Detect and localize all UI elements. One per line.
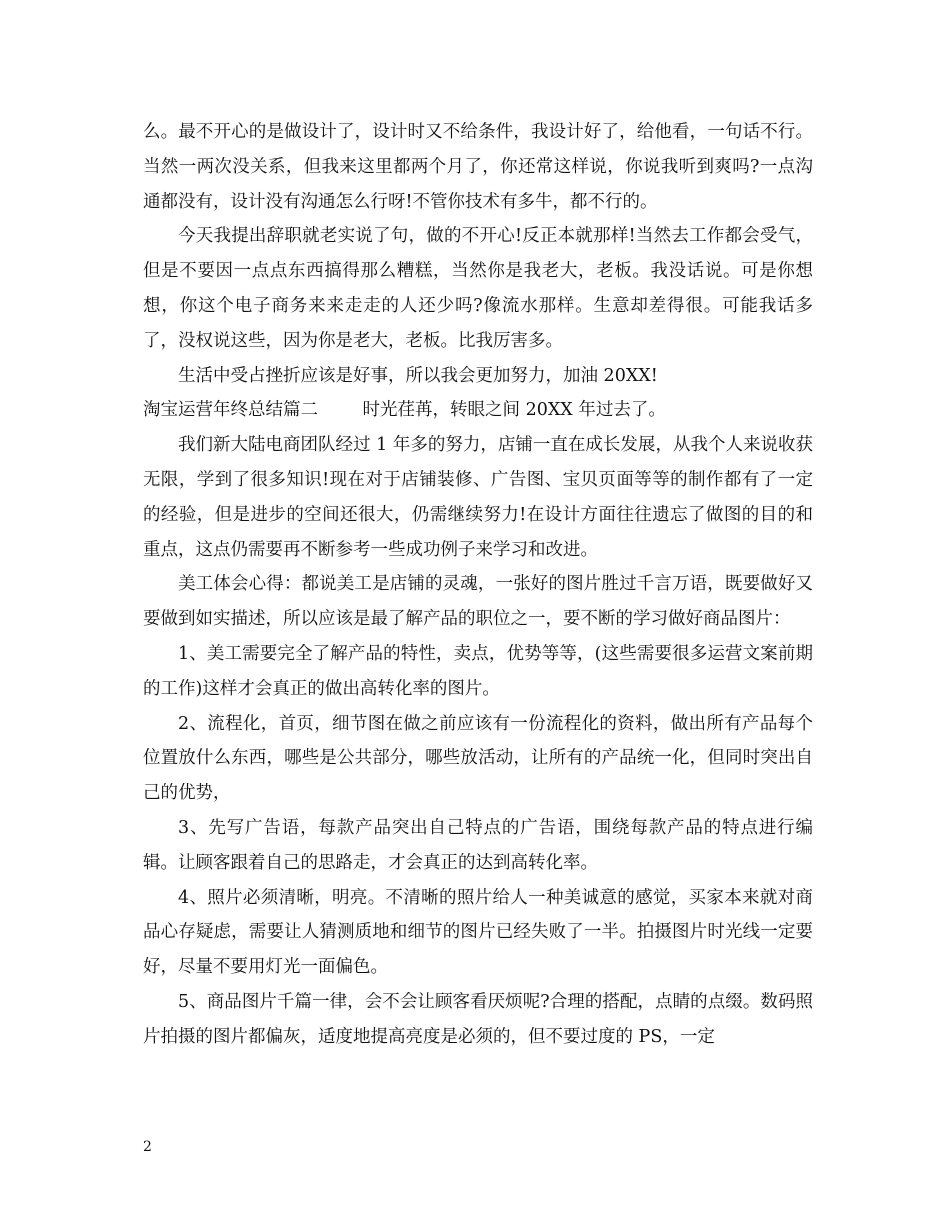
paragraph: 今天我提出辞职就老实说了句，做的不开心!反正本就那样!当然去工作都会受气，但是不要因一点点东西搞得那么糟糕，当然你是我老大，老板。我没话说。可是你想想，你这个电子商务来来走走的人还少吗?像流水那样。生意却差得很。可能我话多了，没权说这些，因为你是老大，老板。比我厉害多。 bbox=[143, 226, 813, 351]
list-item-paragraph: 1、美工需要完全了解产品的特性，卖点，优势等等，(这些需要很多运营文案前期的工作)这样才会真正的做出高转化率的图片。 bbox=[143, 643, 813, 699]
document-body bbox=[143, 115, 813, 1055]
paragraph: 生活中受占挫折应该是好事，所以我会更加努力，加油 20XX! bbox=[178, 365, 658, 386]
paragraph: 么。最不开心的是做设计了，设计时又不给条件，我设计好了，给他看，一句话不行。当然一两次没关系，但我来这里都两个月了，你还常这样说，你说我听到爽吗?一点沟通都没有，设计没有沟通怎么行呀!不管你技术有多牛，都不行的。 bbox=[143, 122, 813, 212]
paragraph: 我们新大陆电商团队经过 1 年多的努力，店铺一直在成长发展，从我个人来说收获无限，学到了很多知识!现在对于店铺装修、广告图、宝贝页面等等的制作都有了一定的经验，但是进步的空间还很大，仍需继续努力!在设计方面往往遗忘了做图的目的和重点，这点仍需要再不断参考一些成功例子来学习和改进。 bbox=[143, 435, 813, 560]
list-item-paragraph: 5、商品图片千篇一律，会不会让顾客看厌烦呢?合理的搭配，点睛的点缀。数码照片拍摄的图片都偏灰，适度地提高亮度是必须的，但不要过度的 PS，一定 bbox=[143, 991, 813, 1047]
list-item-paragraph: 3、先写广告语，每款产品突出自己特点的广告语，围绕每款产品的特点进行编辑。让顾客跟着自己的思路走，才会真正的达到高转化率。 bbox=[143, 817, 813, 873]
paragraph: 美工体会心得：都说美工是店铺的灵魂，一张好的图片胜过千言万语，既要做好又要做到如实描述，所以应该是最了解产品的职位之一，要不断的学习做好商品图片： bbox=[143, 574, 813, 630]
list-item-paragraph: 2、流程化，首页，细节图在做之前应该有一份流程化的资料，做出所有产品每个位置放什么东西，哪些是公共部分，哪些放活动，让所有的产品统一化，但同时突出自己的优势， bbox=[143, 713, 813, 804]
list-item-paragraph: 4、照片必须清晰，明亮。不清晰的照片给人一种美诚意的感觉，买家本来就对商品心存疑虑，需要让人猜测质地和细节的图片已经失败了一半。拍摄图片时光线一定要好，尽量不要用灯光一面偏色。 bbox=[143, 887, 813, 978]
paragraph-inline: 时光荏苒，转眼之间 20XX 年过去了。 bbox=[362, 400, 666, 421]
page-number: 2 bbox=[143, 1139, 152, 1155]
section-title-line bbox=[143, 393, 813, 428]
section-title: 淘宝运营年终总结篇二 bbox=[143, 400, 318, 421]
